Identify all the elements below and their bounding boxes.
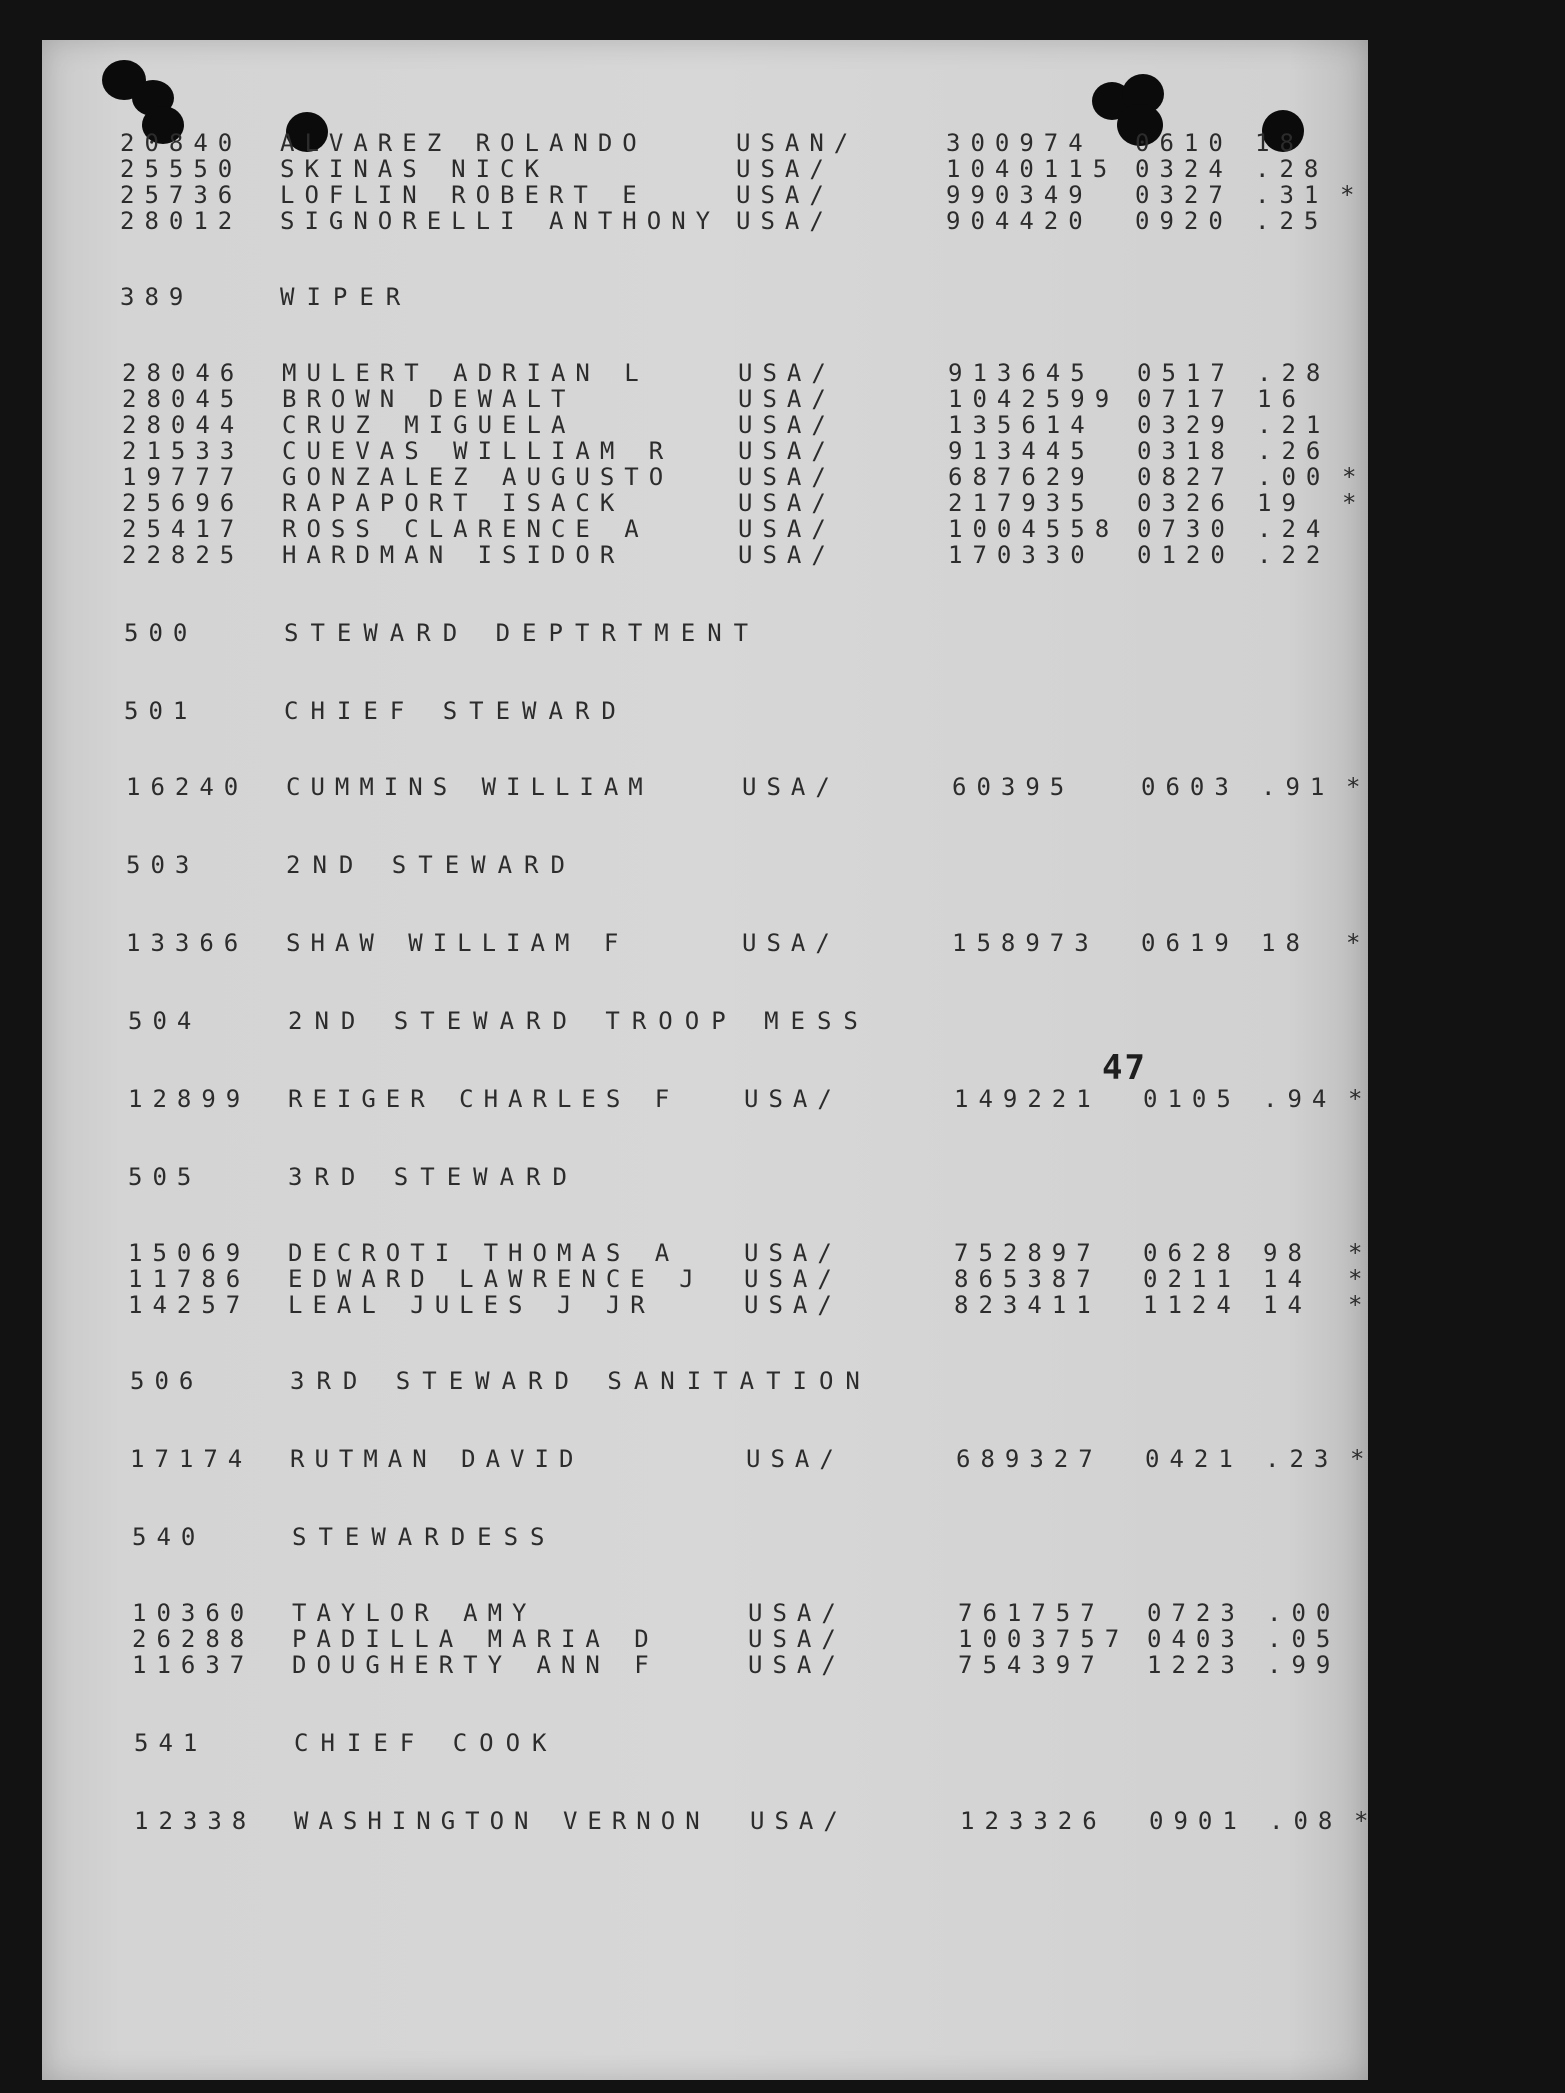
date-code: 0318 xyxy=(1137,437,1235,465)
book-number: 28046 xyxy=(122,359,245,387)
book-number: 28044 xyxy=(122,411,245,439)
date-code: 0603 xyxy=(1141,773,1239,801)
rating-title: CHIEF STEWARD xyxy=(284,697,628,725)
book-number: 17174 xyxy=(130,1445,253,1473)
crew-name: CRUZ MIGUELA xyxy=(282,411,576,439)
rating-code: 506 xyxy=(130,1367,204,1395)
amount: .22 xyxy=(1257,541,1331,569)
book-number: 13366 xyxy=(126,929,249,957)
rating-code: 505 xyxy=(128,1163,202,1191)
document-number: 149221 xyxy=(954,1085,1101,1113)
document-number: 904420 xyxy=(946,207,1093,235)
crew-name: LOFLIN ROBERT E xyxy=(280,181,647,209)
amount: 98 xyxy=(1263,1239,1312,1267)
book-number: 25550 xyxy=(120,155,243,183)
date-code: 0723 xyxy=(1147,1599,1245,1627)
date-code: 0619 xyxy=(1141,929,1239,957)
crew-name: CUMMINS WILLIAM xyxy=(286,773,653,801)
amount: 19 xyxy=(1257,489,1306,517)
crew-name: SIGNORELLI ANTHONY xyxy=(280,207,721,235)
book-number: 10360 xyxy=(132,1599,255,1627)
date-code: 1124 xyxy=(1143,1291,1241,1319)
document-number: 865387 xyxy=(954,1265,1101,1293)
nationality: USA/ xyxy=(738,437,836,465)
date-code: 0628 xyxy=(1143,1239,1241,1267)
crew-name: HARDMAN ISIDOR xyxy=(282,541,625,569)
book-number: 16240 xyxy=(126,773,249,801)
asterisk-mark: * xyxy=(1348,1239,1373,1267)
crew-name: ROSS CLARENCE A xyxy=(282,515,649,543)
crew-name: SHAW WILLIAM F xyxy=(286,929,629,957)
nationality: USA/ xyxy=(744,1291,842,1319)
book-number: 25696 xyxy=(122,489,245,517)
document-number: 1003757 xyxy=(958,1625,1130,1653)
crew-name: LEAL JULES J JR xyxy=(288,1291,655,1319)
document-number: 217935 xyxy=(948,489,1095,517)
document-number: 123326 xyxy=(960,1807,1107,1835)
crew-name: CUEVAS WILLIAM R xyxy=(282,437,674,465)
crew-name: ALVAREZ ROLANDO xyxy=(280,129,647,157)
nationality: USA/ xyxy=(746,1445,844,1473)
crew-name: DECROTI THOMAS A xyxy=(288,1239,680,1267)
nationality: USA/ xyxy=(744,1085,842,1113)
amount: .21 xyxy=(1257,411,1331,439)
book-number: 11786 xyxy=(128,1265,251,1293)
nationality: USA/ xyxy=(738,359,836,387)
date-code: 0717 xyxy=(1137,385,1235,413)
asterisk-mark: * xyxy=(1350,1445,1375,1473)
asterisk-mark: * xyxy=(1340,181,1365,209)
crew-name: RAPAPORT ISACK xyxy=(282,489,625,517)
amount: .91 xyxy=(1261,773,1335,801)
date-code: 0105 xyxy=(1143,1085,1241,1113)
rating-code: 500 xyxy=(124,619,198,647)
rating-title: 3RD STEWARD xyxy=(288,1163,579,1191)
book-number: 28012 xyxy=(120,207,243,235)
nationality: USA/ xyxy=(742,773,840,801)
amount: .00 xyxy=(1257,463,1331,491)
date-code: 0324 xyxy=(1135,155,1233,183)
nationality: USA/ xyxy=(738,463,836,491)
book-number: 21533 xyxy=(122,437,245,465)
nationality: USA/ xyxy=(750,1807,848,1835)
crew-name: EDWARD LAWRENCE J xyxy=(288,1265,704,1293)
rating-title: CHIEF COOK xyxy=(294,1729,559,1757)
document-number: 913445 xyxy=(948,437,1095,465)
nationality: USA/ xyxy=(744,1239,842,1267)
rating-title: 2ND STEWARD TROOP MESS xyxy=(288,1007,870,1035)
nationality: USA/ xyxy=(748,1599,846,1627)
date-code: 0610 xyxy=(1135,129,1233,157)
amount: 18 xyxy=(1261,929,1310,957)
document-number: 754397 xyxy=(958,1651,1105,1679)
asterisk-mark: * xyxy=(1346,929,1371,957)
date-code: 0920 xyxy=(1135,207,1233,235)
book-number: 25417 xyxy=(122,515,245,543)
amount: .26 xyxy=(1257,437,1331,465)
book-number: 22825 xyxy=(122,541,245,569)
document-number: 1004558 xyxy=(948,515,1120,543)
amount: .99 xyxy=(1267,1651,1341,1679)
crew-name: BROWN DEWALT xyxy=(282,385,576,413)
asterisk-mark: * xyxy=(1354,1807,1379,1835)
book-number: 11637 xyxy=(132,1651,255,1679)
rating-title: STEWARD DEPTRTMENT xyxy=(284,619,761,647)
asterisk-mark: * xyxy=(1342,489,1367,517)
crew-name: SKINAS NICK xyxy=(280,155,549,183)
rating-code: 541 xyxy=(134,1729,208,1757)
nationality: USA/ xyxy=(738,411,836,439)
document-number: 687629 xyxy=(948,463,1095,491)
amount: .24 xyxy=(1257,515,1331,543)
document-number: 60395 xyxy=(952,773,1075,801)
crew-name: TAYLOR AMY xyxy=(292,1599,537,1627)
crew-name: DOUGHERTY ANN F xyxy=(292,1651,659,1679)
amount: .08 xyxy=(1269,1807,1343,1835)
document-number: 300974 xyxy=(946,129,1093,157)
nationality: USA/ xyxy=(742,929,840,957)
amount: .31 xyxy=(1255,181,1329,209)
date-code: 1223 xyxy=(1147,1651,1245,1679)
crew-name: GONZALEZ AUGUSTO xyxy=(282,463,674,491)
nationality: USA/ xyxy=(748,1625,846,1653)
nationality: USAN/ xyxy=(736,129,859,157)
crew-name: PADILLA MARIA D xyxy=(292,1625,659,1653)
document-number: 135614 xyxy=(948,411,1095,439)
nationality: USA/ xyxy=(738,541,836,569)
document-number: 1040115 xyxy=(946,155,1118,183)
date-code: 0517 xyxy=(1137,359,1235,387)
date-code: 0120 xyxy=(1137,541,1235,569)
nationality: USA/ xyxy=(744,1265,842,1293)
asterisk-mark: * xyxy=(1348,1085,1373,1113)
amount: 18 xyxy=(1255,129,1304,157)
rating-title: 2ND STEWARD xyxy=(286,851,577,879)
document-number: 752897 xyxy=(954,1239,1101,1267)
date-code: 0421 xyxy=(1145,1445,1243,1473)
book-number: 28045 xyxy=(122,385,245,413)
document-number: 761757 xyxy=(958,1599,1105,1627)
amount: 14 xyxy=(1263,1291,1312,1319)
page-number: 47 xyxy=(1102,1048,1147,1088)
rating-title: WIPER xyxy=(280,283,413,311)
nationality: USA/ xyxy=(736,207,834,235)
document-number: 689327 xyxy=(956,1445,1103,1473)
nationality: USA/ xyxy=(736,155,834,183)
book-number: 25736 xyxy=(120,181,243,209)
nationality: USA/ xyxy=(748,1651,846,1679)
document-number: 823411 xyxy=(954,1291,1101,1319)
amount: .05 xyxy=(1267,1625,1341,1653)
book-number: 14257 xyxy=(128,1291,251,1319)
document-number: 158973 xyxy=(952,929,1099,957)
amount: .00 xyxy=(1267,1599,1341,1627)
paper-sheet xyxy=(42,40,1379,2080)
book-number: 26288 xyxy=(132,1625,255,1653)
date-code: 0827 xyxy=(1137,463,1235,491)
date-code: 0403 xyxy=(1147,1625,1245,1653)
date-code: 0327 xyxy=(1135,181,1233,209)
book-number: 20840 xyxy=(120,129,243,157)
nationality: USA/ xyxy=(738,385,836,413)
amount: .28 xyxy=(1255,155,1329,183)
date-code: 0730 xyxy=(1137,515,1235,543)
amount: .25 xyxy=(1255,207,1329,235)
book-number: 12899 xyxy=(128,1085,251,1113)
rating-code: 540 xyxy=(132,1523,206,1551)
crew-name: WASHINGTON VERNON xyxy=(294,1807,710,1835)
date-code: 0329 xyxy=(1137,411,1235,439)
rating-code: 503 xyxy=(126,851,200,879)
rating-code: 501 xyxy=(124,697,198,725)
document-number: 990349 xyxy=(946,181,1093,209)
amount: .94 xyxy=(1263,1085,1337,1113)
asterisk-mark: * xyxy=(1348,1265,1373,1293)
asterisk-mark: * xyxy=(1348,1291,1373,1319)
rating-code: 389 xyxy=(120,283,194,311)
asterisk-mark: * xyxy=(1342,463,1367,491)
nationality: USA/ xyxy=(738,489,836,517)
document-number: 1042599 xyxy=(948,385,1120,413)
date-code: 0211 xyxy=(1143,1265,1241,1293)
document-number: 913645 xyxy=(948,359,1095,387)
date-code: 0326 xyxy=(1137,489,1235,517)
amount: .23 xyxy=(1265,1445,1339,1473)
crew-name: MULERT ADRIAN L xyxy=(282,359,649,387)
rating-title: 3RD STEWARD SANITATION xyxy=(290,1367,872,1395)
nationality: USA/ xyxy=(738,515,836,543)
crew-name: REIGER CHARLES F xyxy=(288,1085,680,1113)
date-code: 0901 xyxy=(1149,1807,1247,1835)
rating-title: STEWARDESS xyxy=(292,1523,557,1551)
amount: 14 xyxy=(1263,1265,1312,1293)
document-number: 170330 xyxy=(948,541,1095,569)
amount: 16 xyxy=(1257,385,1306,413)
rating-code: 504 xyxy=(128,1007,202,1035)
book-number: 19777 xyxy=(122,463,245,491)
asterisk-mark: * xyxy=(1346,773,1371,801)
amount: .28 xyxy=(1257,359,1331,387)
nationality: USA/ xyxy=(736,181,834,209)
book-number: 15069 xyxy=(128,1239,251,1267)
book-number: 12338 xyxy=(134,1807,257,1835)
crew-name: RUTMAN DAVID xyxy=(290,1445,584,1473)
